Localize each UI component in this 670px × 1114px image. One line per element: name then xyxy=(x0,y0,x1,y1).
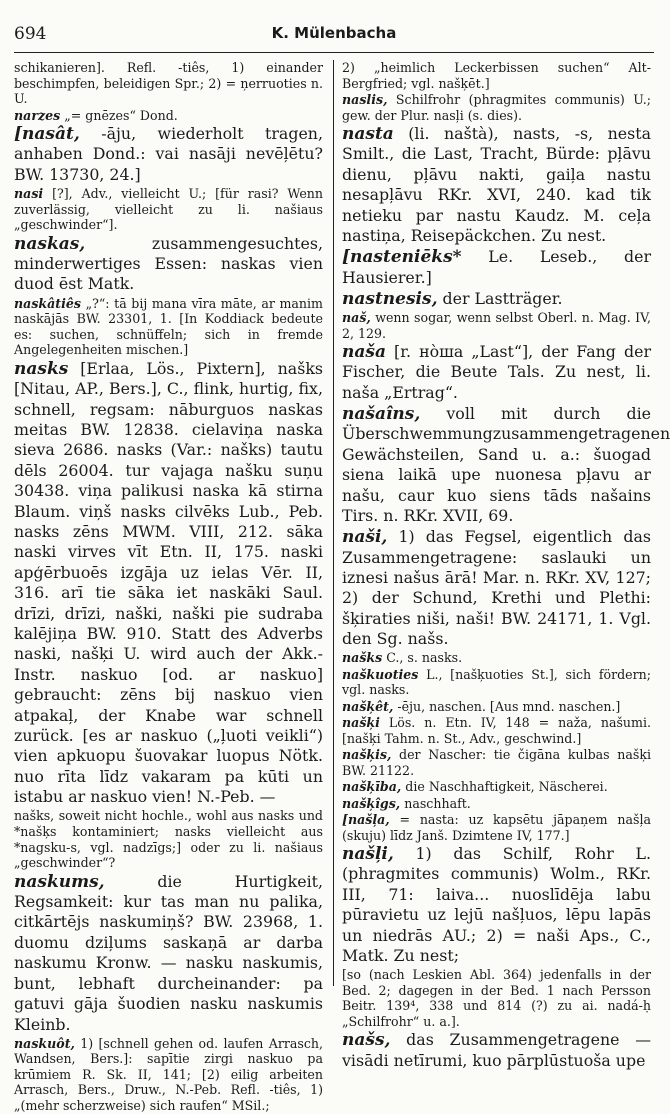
entry-text: „?“: tā bij mana vīra māte, ar manim naskājās BW. 23301, 1. [In Koddiack bedeute es: suchen, schnüffeln; sich in fremde Angelegenheiten mischen.] xyxy=(14,295,323,358)
entry-headword: naši, xyxy=(342,527,388,548)
dictionary-entry xyxy=(342,124,651,246)
dictionary-entry xyxy=(342,404,670,526)
dictionary-entry xyxy=(342,310,651,341)
page-header xyxy=(14,20,654,50)
dictionary-entry xyxy=(14,124,323,185)
entry-text: 1) das Fegsel, eigentlich das Zusammengetragene: saslauki un iznesi našus ārā! Mar. n. RKr. XV, 127; 2) der Schund, Krethi und Plethi: šķiraties niši, naši! BW. 24171, 1. Vgl. den Sg. našs. xyxy=(342,527,651,649)
entry-headword: našķîgs, xyxy=(342,795,401,811)
entry-headword: našķība, xyxy=(342,779,402,795)
entry-headword: našks xyxy=(342,650,383,666)
entry-text: [r. нòша „Last“], der Fang der Fischer, die Beute Tals. Zu nest, li. naša „Ertrag“. xyxy=(342,342,651,402)
entry-headword: [nasteniēks* xyxy=(342,247,462,268)
dictionary-entry xyxy=(342,715,651,746)
entry-headword: [našļa, xyxy=(342,812,390,827)
dictionary-entry xyxy=(14,808,323,870)
entry-headword: naskas, xyxy=(14,233,86,254)
entry-text: 1) das Schilf, Rohr L. (phragmites communis) Wolm., RKr. III, 71: laiva... nuoslīdēja labu pūravietu uz lejū našļuos, lēpu lapās un niedrās AU.; 2) = naši Aps., C., Matk. Zu nest; xyxy=(342,843,651,966)
entry-text: = nasta: uz kapsētu jāpaņem našļa (skuju) līdz Janš. Dzimtene IV, 177.] xyxy=(342,812,651,843)
entry-headword: našķis, xyxy=(342,747,392,763)
dictionary-entry xyxy=(342,342,651,403)
right-column xyxy=(342,60,670,1070)
entry-text: Lös. n. Etn. IV, 148 = naža, našumi. [našķi Tahm. n. St., Adv., geschwind.] xyxy=(342,715,651,746)
entry-text: -āju, wiederholt tragen, anhaben Dond.: vai nasāji nevēļētu? BW. 13730, 24.] xyxy=(14,123,323,184)
entry-text: schikanieren]. Refl. -tiês, 1) einander beschimpfen, beleidigen Spr.; 2) = ņerruoties n. U. xyxy=(14,60,323,107)
entry-text: wenn sogar, wenn selbst Oberl. n. Mag. IV, 2, 129. xyxy=(342,310,651,341)
dictionary-entry xyxy=(342,527,651,649)
dictionary-entry xyxy=(14,1036,323,1114)
dictionary-entry xyxy=(342,247,651,288)
entry-text: zusammengesuchtes, minderwertiges Essen: naskas vien duod ēst Matk. xyxy=(14,233,323,294)
entry-headword: našaîns, xyxy=(342,404,421,425)
dictionary-entry xyxy=(14,60,323,107)
dictionary-entry xyxy=(14,108,323,124)
entry-headword: nasta xyxy=(342,123,394,144)
entry-text: našks, soweit nicht hochle., wohl aus nasks und *našķs kontaminiert; nasks vielleicht aus *nagsku-s, vgl. nadzīgs;] oder zu li. našiaus „geschwinder“? xyxy=(14,808,323,871)
entry-text: Schilfrohr (phragmites communis) U.; gew. der Plur. nasļi (s. dies). xyxy=(342,91,651,123)
entry-text: „= gnēzes“ Dond. xyxy=(60,107,178,123)
entry-text: -ēju, naschen. [Aus mnd. naschen.] xyxy=(393,698,621,714)
entry-headword: naskâtiês xyxy=(14,295,81,311)
entry-text: das Zusammengetragene — visādi netīrumi, kuo pārplūstuoša upe xyxy=(342,1030,651,1070)
dictionary-entry xyxy=(342,967,651,1029)
entry-headword: naskuôt, xyxy=(14,1035,75,1051)
entry-headword: našs, xyxy=(342,1030,391,1051)
entry-headword: naškuoties xyxy=(342,666,419,682)
dictionary-entry xyxy=(14,296,323,358)
entry-headword: naslis, xyxy=(342,91,388,107)
entry-text: naschhaft. xyxy=(400,795,471,811)
entry-text: Le. Leseb., der Hausierer.] xyxy=(342,247,651,287)
entry-text: der Nascher: tie čigāna kulbas našķi BW. 21122. xyxy=(342,747,651,778)
dictionary-entry xyxy=(342,796,651,812)
entry-text: L., [našķuoties St.], sich fördern; vgl. nasks. xyxy=(342,666,651,698)
entry-text: 2) „heimlich Leckerbissen suchen“ Alt-Bergfried; vgl. našķēt.] xyxy=(342,60,651,91)
entry-headword: našķi xyxy=(342,715,380,731)
dictionary-entry xyxy=(342,60,651,91)
entry-headword: nasks xyxy=(14,358,69,379)
column-divider xyxy=(333,60,334,986)
left-column xyxy=(14,60,323,1114)
dictionary-entry xyxy=(342,779,651,795)
entry-headword: naš, xyxy=(342,310,371,326)
entry-text: die Naschhaftigkeit, Näscherei. xyxy=(401,779,608,795)
dictionary-entry xyxy=(342,844,651,966)
running-title: K. Mülenbacha xyxy=(271,24,397,42)
dictionary-entry xyxy=(342,747,651,778)
dictionary-entry xyxy=(14,186,323,233)
page-number: 694 xyxy=(14,24,47,44)
entry-headword: naskums, xyxy=(14,871,105,892)
entry-headword: nastnesis, xyxy=(342,288,438,309)
entry-headword: narzes xyxy=(14,107,61,123)
entry-text: 1) [schnell gehen od. laufen Arrasch, Wandsen, Bers.]: sapītie zirgi naskuo pa krūmiem R. Sk. II, 141; [2) eilig arbeiten Arrasch, Bers., Druw., N.-Peb. Refl. -tiês, 1) „(mehr scherzweise) sich raufen“ MSil.; xyxy=(14,1035,323,1114)
entry-headword: našķêt, xyxy=(342,698,394,714)
entry-headword: [nasât, xyxy=(14,123,80,144)
dictionary-entry xyxy=(342,667,651,698)
dictionary-entry xyxy=(342,812,651,843)
entry-text: (li. naštà), nasts, -s, nesta Smilt., die Last, Tracht, Bürde: pļāvu dienu, pļāvu nakti, gaiļa nastu nesapļāvu RKr. XVI, 240. kad tik netieku par nastu Kaudz. M. ceļa nastiņa, Reisepäckchen. Zu nest. xyxy=(342,123,651,245)
dictionary-entry xyxy=(14,234,323,295)
entry-text: der Lastträger. xyxy=(437,288,563,308)
entry-headword: nasi xyxy=(14,185,44,201)
entry-text: C., s. nasks. xyxy=(382,650,463,666)
dictionary-entry xyxy=(14,872,323,1035)
dictionary-entry xyxy=(342,289,651,309)
entry-text: voll mit durch die Überschwemmungzusammengetragenen Gewächsteilen, Sand u. a.: šuogad siena laikā upe nuonesa pļavu ar našu, caur kuo siens tāds našains Tirs. n. RKr. XVII, 69. xyxy=(342,404,670,526)
entry-text: [?], Adv., vielleicht U.; [für rasi? Wenn zuverlässig, vielleicht zu li. našiaus „geschwinder“]. xyxy=(14,185,323,233)
entry-text: [so (nach Leskien Abl. 364) jedenfalls in der Bed. 2; dagegen in der Bed. 1 nach Persson Beitr. 139⁴, 338 und 814 (?) zu ai. nadá-ḥ „Schilfrohr“ u. a.]. xyxy=(342,967,651,1029)
entry-headword: našļi, xyxy=(342,843,394,864)
dictionary-entry xyxy=(342,92,651,123)
dictionary-entry xyxy=(342,699,651,715)
dictionary-entry xyxy=(342,650,651,666)
dictionary-entry xyxy=(342,1030,651,1071)
entry-text: [Erlaa, Lös., Pixtern], našks [Nitau, AP., Bers.], C., flink, hurtig, fix, schnell, regsam: nāburguos naskas meitas BW. 12838. cielaviņa naska sieva 2686. nasks (Var.: našks) tautu dēls 26004. tur vajaga našku suņu 30438. viņa palikusi naska kā stirna Blaum. viņš nasks cilvēks Lub., Peb. nasks zēns MWM. VIII, 212. sāka naski virves vīt Etn. II, 175. naski apģērbuoēs izgāja uz ielas Vēr. II, 316. arī tie sāka iet naskāki Saul. drīzi, drīzi, naški, naški pie sudraba kalējiņa BW. 910. Statt des Adverbs naski, našķi U. wird auch der Akk.-Instr. naskuo [od. ar naskuo] gebraucht: zēns bij naskuo vien atpakaļ, der Knabe war schnell zurück. [es ar naskuo („ļuoti veikli“) vien apkuopu šuovakar luopus Nötk. nuo rīta līdz vakaram pa kūti un istabu ar naskuo vien! N.-Peb. — xyxy=(14,358,323,807)
entry-text: die Hurtigkeit, Regsamkeit: kur tas man nu palika, citkārtējs naskumiņš? BW. 23968, 1. duomu dziļums saskaņā ar darba naskumu Kronw. — nasku naskumis, bunt, lebhaft durcheinander: pa gatuvi gāja šuodien nasku naskumis Kleinb. xyxy=(14,871,323,1034)
dictionary-entry xyxy=(14,359,323,808)
header-rule xyxy=(14,52,654,53)
entry-headword: naša xyxy=(342,342,386,362)
